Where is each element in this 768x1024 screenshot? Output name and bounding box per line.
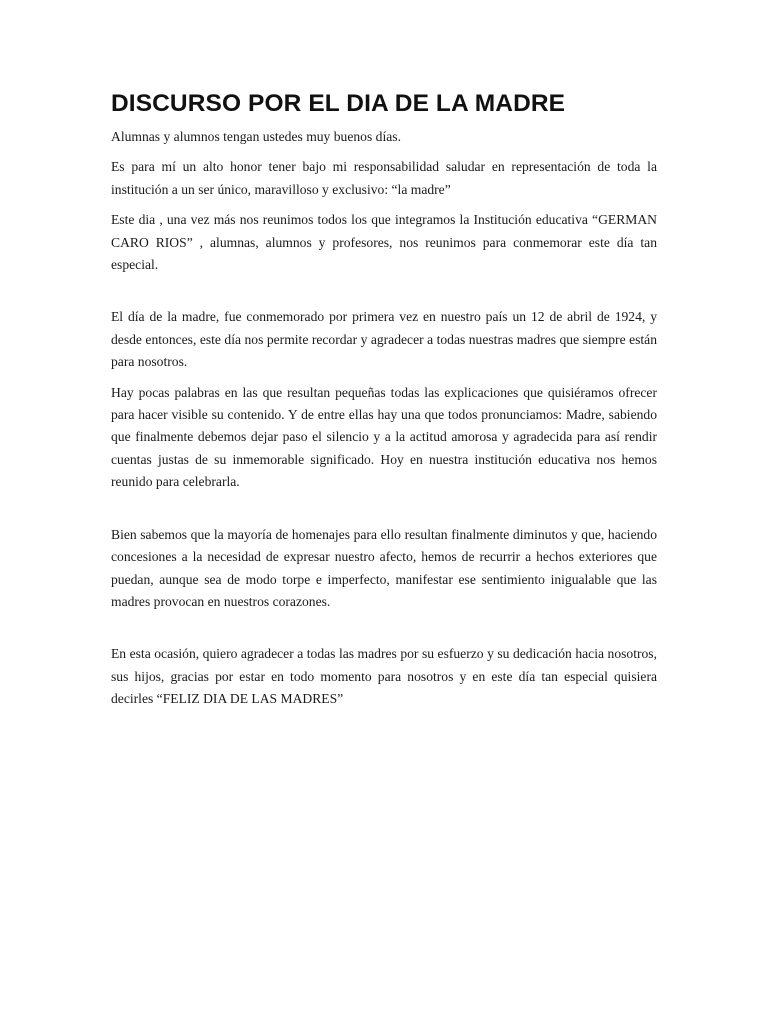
paragraph-closing: En esta ocasión, quiero agradecer a todas las madres por su esfuerzo y su dedicación hacia nosotros, sus hijos, gracias por estar en todo momento para nosotros y en este día tan especial quisiera decirles “FELIZ DIA DE LAS MADRES” — [111, 646, 657, 707]
document-title: DISCURSO POR EL DIA DE LA MADRE — [111, 90, 566, 117]
paragraph-history: El día de la madre, fue conmemorado por primera vez en nuestro país un 12 de abril de 1924, y desde entonces, este día nos permite recordar y agradecer a todas nuestras madres que siempre están para nosotros. — [111, 309, 657, 370]
paragraph-words: Hay pocas palabras en las que resultan pequeñas todas las explicaciones que quisiéramos ofrecer para hacer visible su contenido. Y de entre ellas hay una que todos pronunciamos: Madre, sabiendo que finalmente debemos dejar paso el silencio y a la actitud amorosa y agradecida para así rendir cuentas justas de su inmemorable significado. Hoy en nuestra institución educativa nos hemos reunido para celebrarla. — [111, 384, 657, 490]
paragraph-institution: Este dia , una vez más nos reunimos todos los que integramos la Institución educativa “GERMAN CARO RIOS” , alumnas, alumnos y profesores, nos reunimos para conmemorar este día tan especial. — [111, 212, 657, 273]
paragraph-greeting: Alumnas y alumnos tengan ustedes muy buenos días. — [111, 129, 401, 144]
paragraph-homage: Bien sabemos que la mayoría de homenajes para ello resultan finalmente diminutos y que, haciendo concesiones a la necesidad de expresar nuestro afecto, hemos de recurrir a hechos exteriores que puedan, aunque sea de modo torpe e imperfecto, manifestar ese sentimiento inigualable que las madres provocan en nuestros corazones. — [111, 526, 657, 609]
document-body — [111, 86, 657, 719]
paragraph-honor: Es para mí un alto honor tener bajo mi responsabilidad saludar en representación de toda la institución a un ser único, maravilloso y exclusivo: “la madre” — [111, 159, 657, 197]
